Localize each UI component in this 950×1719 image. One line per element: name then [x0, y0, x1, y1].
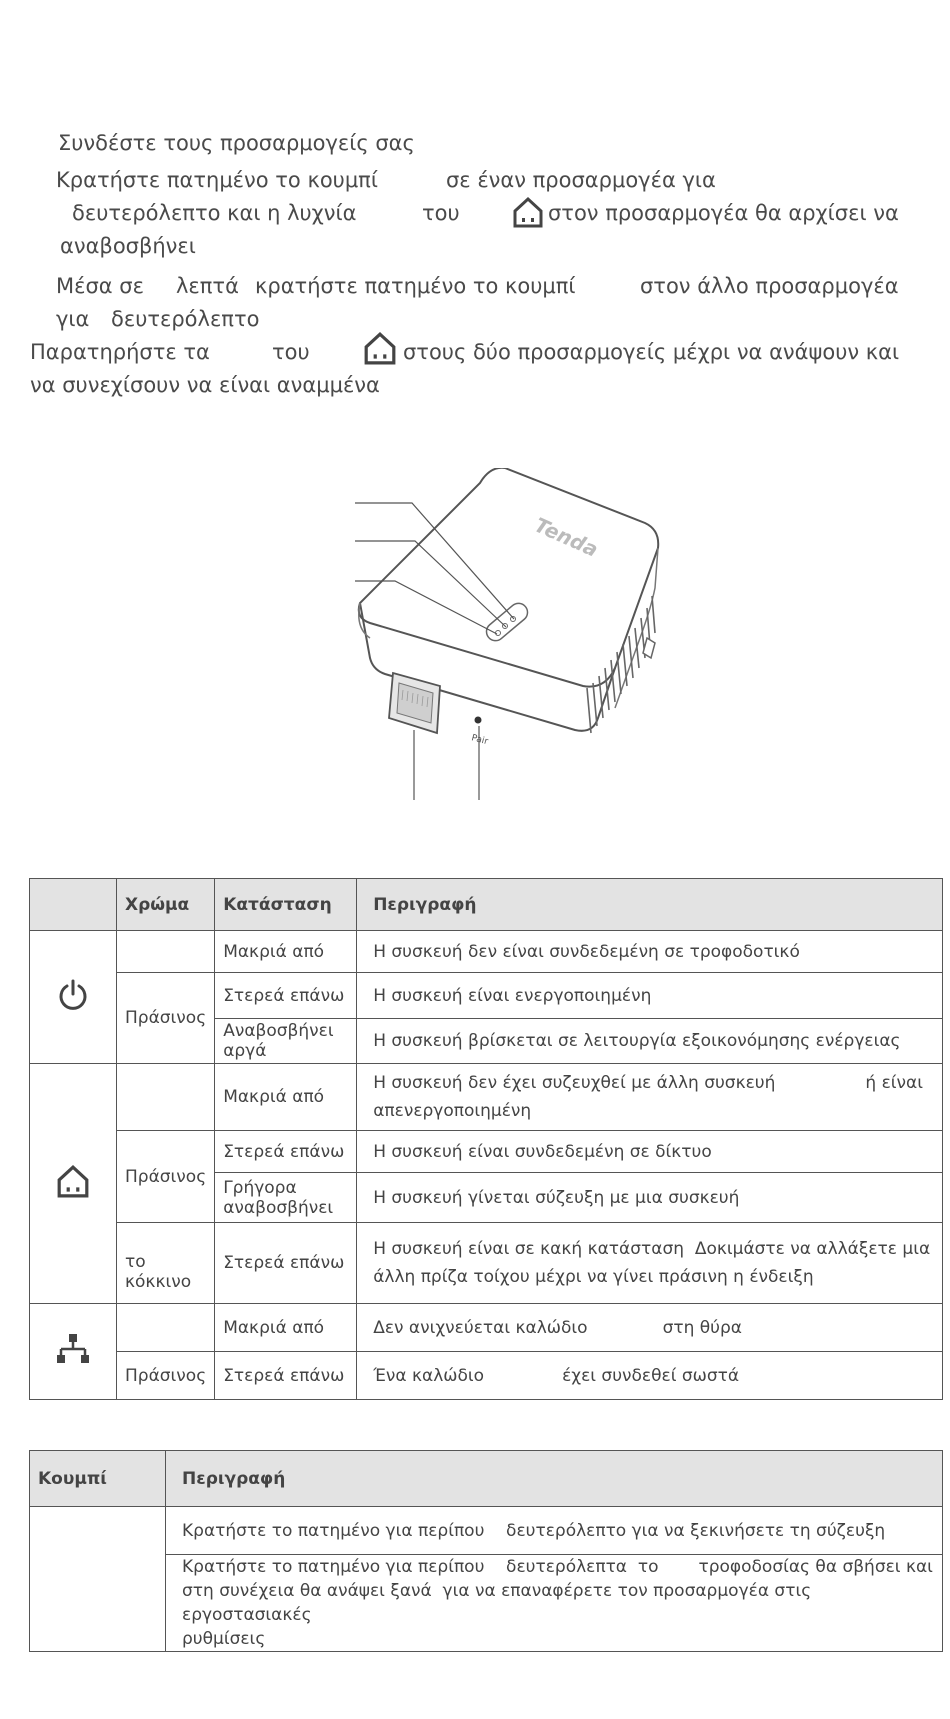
desc-part: δευτερόλεπτο για να ξεκινήσετε τη σύζευξη [506, 1520, 886, 1541]
desc-part: Κρατήστε το πατημένο για περίπου [182, 1557, 485, 1577]
table-cell: Πράσινος [117, 1352, 215, 1400]
house-icon [363, 331, 397, 365]
table-cell [166, 1555, 943, 1652]
power-led-cell [30, 931, 117, 1064]
step3-text-b: του [272, 340, 310, 364]
step2-text-c: κρατήστε πατημένο το κουμπί [255, 274, 576, 298]
table-cell [357, 1352, 943, 1400]
table-cell: Στερεά επάνω [215, 973, 357, 1019]
table-cell: Η συσκευή βρίσκεται σε λειτουργία εξοικονόμησης ενέργειας [357, 1019, 943, 1064]
table-cell: Στερεά επάνω [215, 1131, 357, 1173]
header-blank [30, 879, 117, 931]
table-cell: Πράσινος [117, 973, 215, 1064]
table-cell [357, 1223, 943, 1304]
house-icon [512, 196, 544, 228]
step3-text-c: στους δύο προσαρμογείς μέχρι να ανάψουν και [403, 340, 900, 364]
step1-text-e: στον προσαρμογέα θα αρχίσει να [548, 201, 899, 225]
led-status-table [29, 878, 943, 1400]
house-icon [56, 1164, 90, 1198]
step3-text-a: Παρατηρήστε τα [30, 340, 210, 364]
table-cell: Μακριά από [215, 931, 357, 973]
ethernet-led-cell [30, 1304, 117, 1400]
brand-logo: Tenda [530, 512, 602, 562]
button-table [29, 1450, 943, 1652]
table-cell: Αναβοσβήνει αργά [215, 1019, 357, 1064]
header-color: Χρώμα [117, 879, 215, 931]
desc-part: ή είναι [865, 1073, 923, 1093]
header-state: Κατάσταση [215, 879, 357, 931]
desc-part: τροφοδοσίας θα σβήσει και [698, 1557, 933, 1577]
step3-text-d: να συνεχίσουν να είναι αναμμένα [30, 373, 380, 397]
desc-part: Ένα καλώδιο [373, 1365, 485, 1386]
step1-text-b: σε έναν προσαρμογέα για [446, 168, 716, 192]
table-cell: Η συσκευή δεν είναι συνδεδεμένη σε τροφοδοτικό [357, 931, 943, 973]
table-cell: Η συσκευή είναι συνδεδεμένη σε δίκτυο [357, 1131, 943, 1173]
table-cell: το κόκκινο [117, 1223, 215, 1304]
header-description: Περιγραφή [166, 1451, 943, 1507]
table-cell: Στερεά επάνω [215, 1223, 357, 1304]
step2-text-a: Μέσα σε [56, 274, 144, 298]
step2-text-d: στον άλλο προσαρμογέα [640, 274, 899, 298]
table-cell [357, 1304, 943, 1352]
power-icon [57, 978, 89, 1012]
desc-part: Κρατήστε το πατημένο για περίπου [182, 1520, 485, 1541]
step1-text-c: δευτερόλεπτο και η λυχνία [72, 201, 357, 225]
desc-part: ρυθμίσεις [182, 1629, 266, 1649]
desc-part: Δοκιμάστε να αλλάξετε μια [694, 1239, 931, 1259]
desc-part: έχει συνδεθεί σωστά [562, 1365, 740, 1386]
desc-part: δευτερόλεπτα [506, 1557, 628, 1577]
table-cell: Πράσινος [117, 1131, 215, 1223]
table-cell: Η συσκευή γίνεται σύζευξη με μια συσκευή [357, 1173, 943, 1223]
table-cell: Μακριά από [215, 1064, 357, 1131]
desc-part: στη θύρα [662, 1317, 742, 1338]
button-cell [30, 1507, 166, 1652]
desc-part: στη συνέχεια θα ανάψει ξανά [182, 1581, 432, 1601]
step2-text-b: λεπτά [176, 274, 239, 298]
table-cell: Η συσκευή είναι ενεργοποιημένη [357, 973, 943, 1019]
table-cell: Μακριά από [215, 1304, 357, 1352]
header-description: Περιγραφή [357, 879, 943, 931]
desc-part: για να επαναφέρετε τον προσαρμογέα στις εργοστασιακές [182, 1581, 812, 1625]
desc-part: το [637, 1557, 659, 1577]
step1-text-f: αναβοσβήνει [60, 234, 196, 258]
table-cell [117, 1064, 215, 1131]
desc-part: Η συσκευή δεν έχει συζευχθεί με άλλη συσκευή [373, 1073, 776, 1093]
step2-text-f: δευτερόλεπτο [111, 307, 260, 331]
desc-part: απενεργοποιημένη [373, 1101, 532, 1121]
table-cell [357, 1064, 943, 1131]
table-cell [117, 931, 215, 973]
step1-text-d: του [422, 201, 460, 225]
desc-part: Η συσκευή είναι σε κακή κατάσταση [373, 1239, 685, 1259]
powerline-led-cell [30, 1064, 117, 1304]
table-cell [117, 1304, 215, 1352]
desc-part: άλλη πρίζα τοίχου μέχρι να γίνει πράσινη η ένδειξη [373, 1267, 814, 1287]
step2-text-e: για [56, 307, 90, 331]
table-cell: Στερεά επάνω [215, 1352, 357, 1400]
section-heading: Συνδέστε τους προσαρμογείς σας [58, 131, 415, 155]
pair-label: Pair [470, 733, 489, 748]
header-button: Κουμπί [30, 1451, 166, 1507]
desc-part: Δεν ανιχνεύεται καλώδιο [373, 1317, 588, 1338]
powerline-adapter-illustration [355, 468, 685, 808]
step1-text-a: Κρατήστε πατημένο το κουμπί [56, 168, 378, 192]
table-cell: Γρήγορα αναβοσβήνει [215, 1173, 357, 1223]
ethernet-icon [56, 1333, 90, 1365]
table-cell [166, 1507, 943, 1555]
